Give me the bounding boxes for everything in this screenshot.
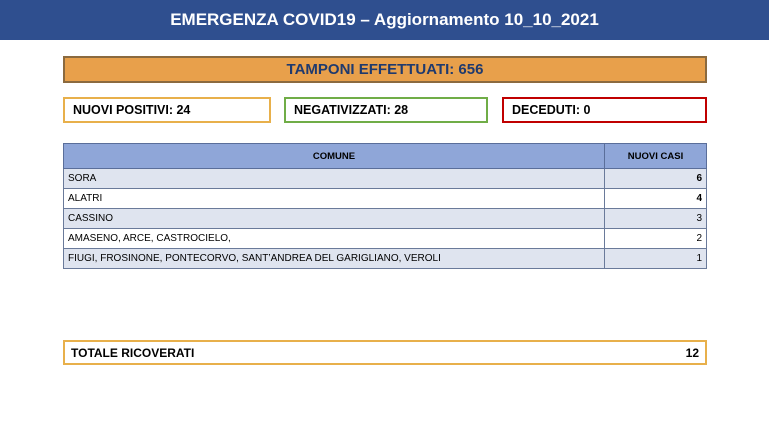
title-banner <box>0 0 769 40</box>
comune-cell: AMASENO, ARCE, CASTROCIELO, <box>64 229 605 249</box>
comune-cell: FIUGI, FROSINONE, PONTECORVO, SANT’ANDREA DEL GARIGLIANO, VEROLI <box>64 249 605 269</box>
negativizzati-label: NEGATIVIZZATI: 28 <box>294 103 409 117</box>
casi-cell: 3 <box>605 209 707 229</box>
table-row <box>64 209 707 229</box>
deceduti-label: DECEDUTI: 0 <box>512 103 591 117</box>
table-header-row <box>64 144 707 169</box>
page-title: EMERGENZA COVID19 – Aggiornamento 10_10_2021 <box>170 10 599 29</box>
comune-cell: SORA <box>64 169 605 189</box>
deceduti-box <box>502 97 707 123</box>
casi-cell: 4 <box>605 189 707 209</box>
casi-cell: 1 <box>605 249 707 269</box>
header-comune: COMUNE <box>64 144 605 169</box>
table-row <box>64 249 707 269</box>
comune-cell: ALATRI <box>64 189 605 209</box>
totale-ricoverati-label: TOTALE RICOVERATI <box>71 345 195 360</box>
totale-ricoverati-value: 12 <box>685 345 699 360</box>
nuovi-positivi-box <box>63 97 271 123</box>
casi-cell: 6 <box>605 169 707 189</box>
casi-cell: 2 <box>605 229 707 249</box>
tamponi-box <box>63 56 707 83</box>
table-row <box>64 229 707 249</box>
tamponi-label: TAMPONI EFFETTUATI: 656 <box>286 61 484 78</box>
table-row <box>64 189 707 209</box>
table-row <box>64 169 707 189</box>
cases-table <box>63 143 707 269</box>
header-nuovi-casi: NUOVI CASI <box>605 144 707 169</box>
negativizzati-box <box>284 97 488 123</box>
comune-cell: CASSINO <box>64 209 605 229</box>
nuovi-positivi-label: NUOVI POSITIVI: 24 <box>73 103 191 117</box>
totale-ricoverati-box <box>63 340 707 365</box>
